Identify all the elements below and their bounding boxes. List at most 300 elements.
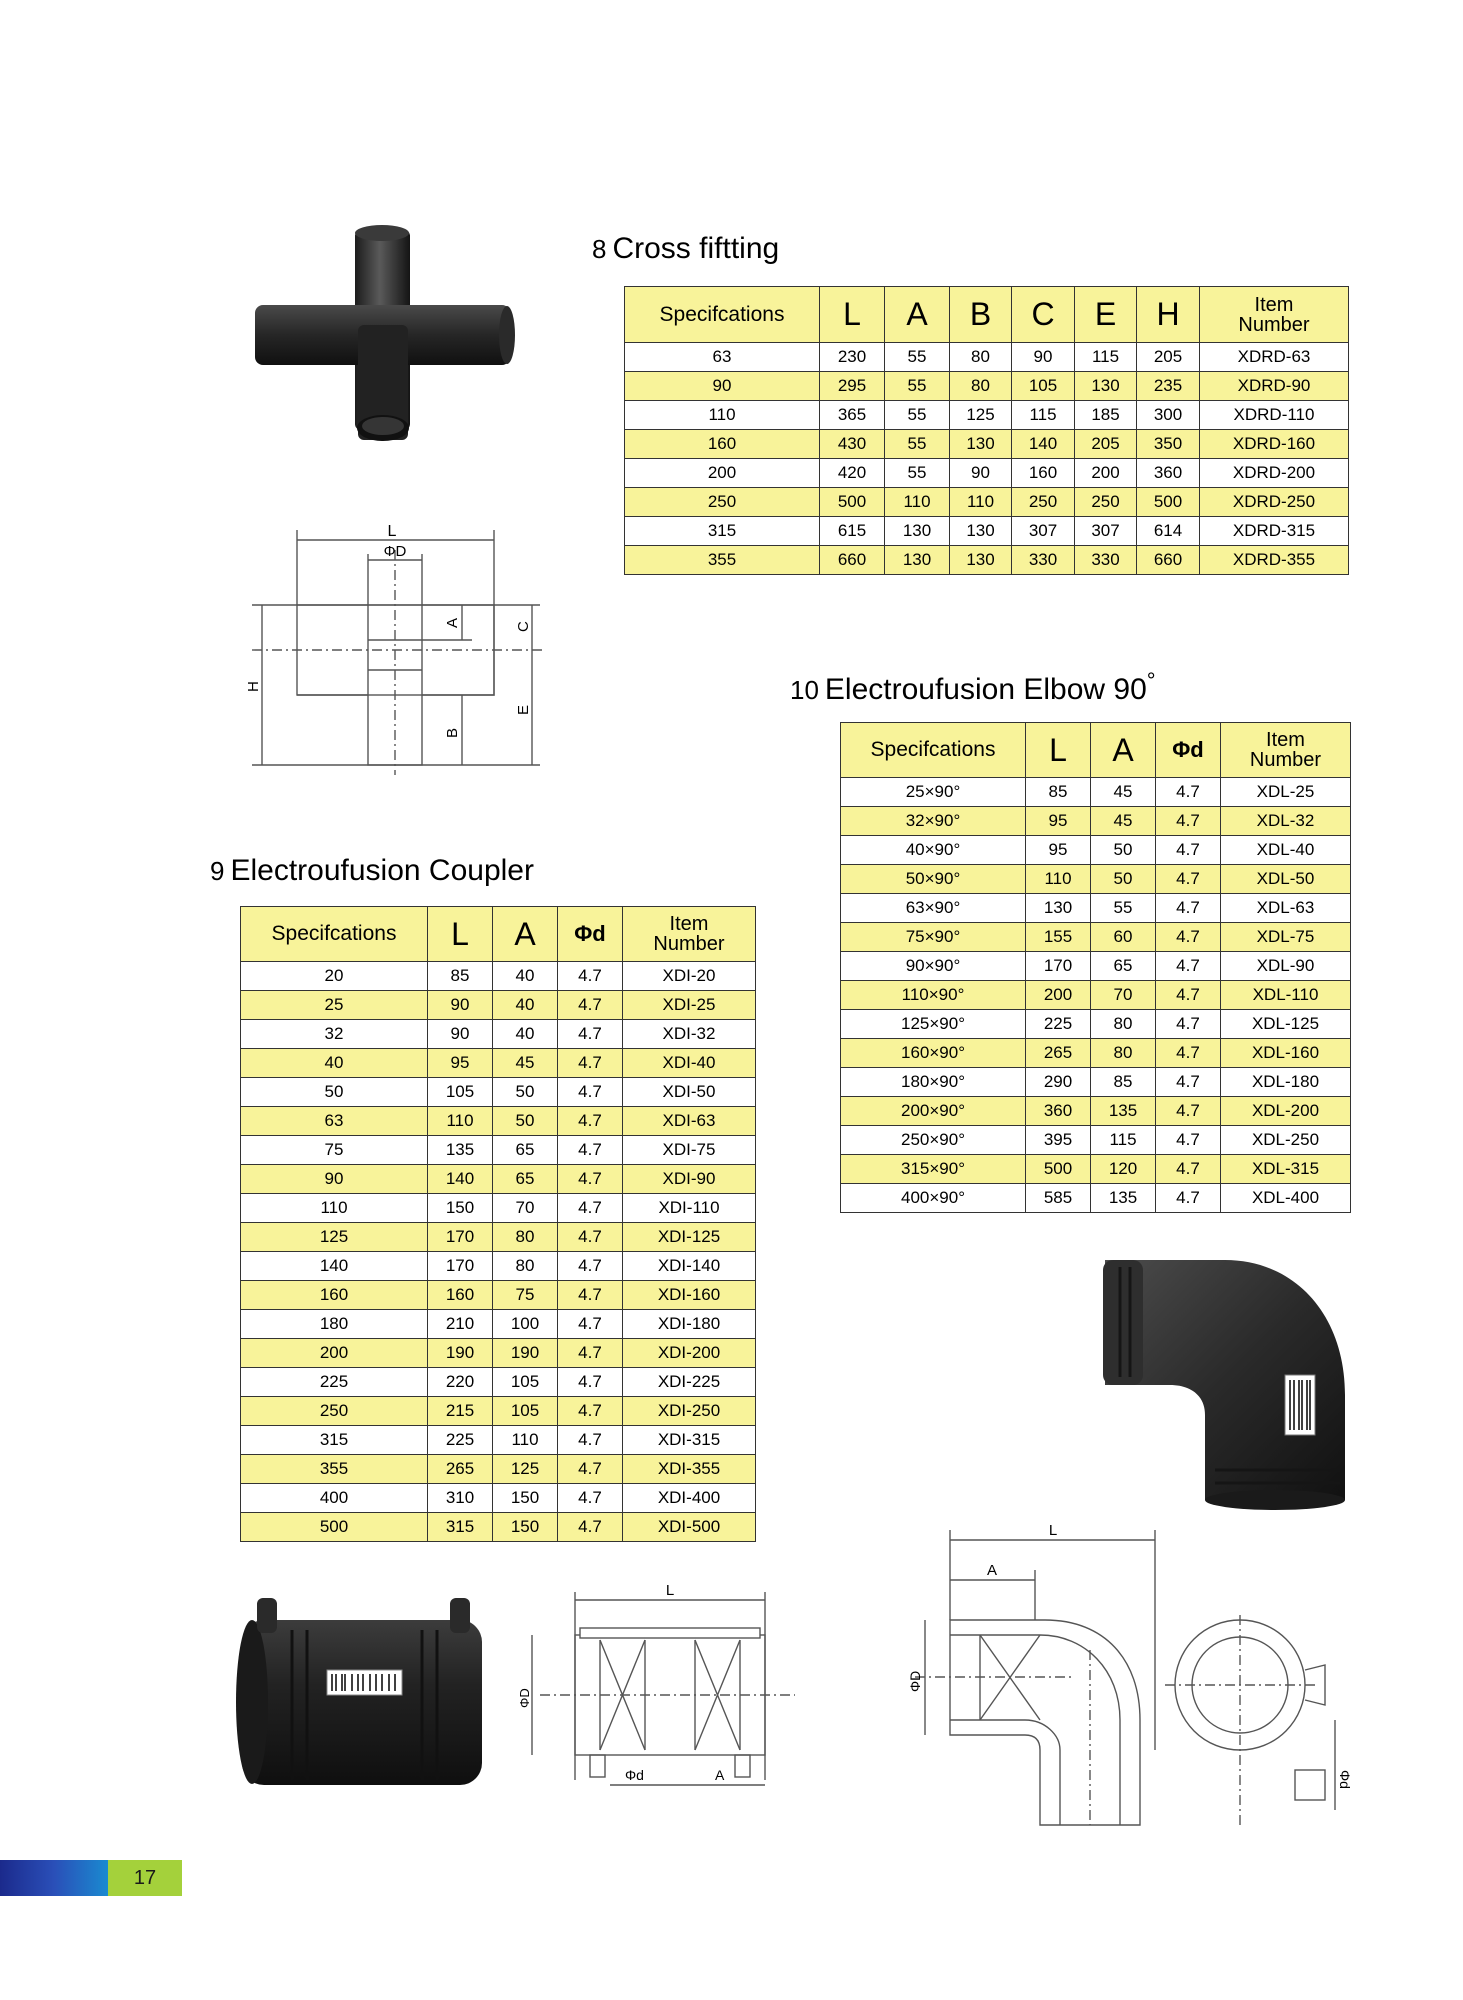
coupler-table-cell: 4.7 <box>558 1107 623 1136</box>
cross-fitting-diagram <box>232 520 552 775</box>
coupler-table-cell: 4.7 <box>558 1252 623 1281</box>
elbow-table-cell: 50×90° <box>841 865 1026 894</box>
coupler-table-cell: 50 <box>493 1107 558 1136</box>
cross-table-cell: XDRD-63 <box>1200 343 1349 372</box>
elbow-section-title <box>790 668 1156 707</box>
elbow-table-cell: 90×90° <box>841 952 1026 981</box>
coupler-section-title <box>210 854 534 888</box>
elbow-table-cell: 250×90° <box>841 1126 1026 1155</box>
cross-table-cell: 307 <box>1012 517 1075 546</box>
coupler-table-cell: 4.7 <box>558 1223 623 1252</box>
elbow-table-row <box>841 807 1351 836</box>
elbow-table-row <box>841 1184 1351 1213</box>
cross-header-spec: Specifcations <box>625 287 820 343</box>
coupler-table-cell: 315 <box>428 1513 493 1542</box>
coupler-table-cell: XDI-250 <box>623 1397 756 1426</box>
cross-table-cell: XDRD-160 <box>1200 430 1349 459</box>
elbow-table-cell: 4.7 <box>1156 1184 1221 1213</box>
elbow-table-cell: 135 <box>1091 1184 1156 1213</box>
coupler-header-item-number: Item Number <box>623 907 756 962</box>
cross-table-cell: 105 <box>1012 372 1075 401</box>
elbow-table-cell: 225 <box>1026 1010 1091 1039</box>
coupler-table-cell: 4.7 <box>558 1426 623 1455</box>
coupler-table-cell: 80 <box>493 1252 558 1281</box>
cross-header-c: C <box>1012 287 1075 343</box>
coupler-table-cell: 4.7 <box>558 1339 623 1368</box>
cross-table-cell: 90 <box>625 372 820 401</box>
elbow-table-row <box>841 1097 1351 1126</box>
coupler-table-cell: 170 <box>428 1223 493 1252</box>
elbow-table-cell: 125×90° <box>841 1010 1026 1039</box>
elbow-table-cell: 75×90° <box>841 923 1026 952</box>
cross-table-row <box>625 488 1349 517</box>
coupler-spec-table <box>240 906 756 1542</box>
coupler-table-cell: 65 <box>493 1165 558 1194</box>
cross-table-cell: XDRD-110 <box>1200 401 1349 430</box>
coupler-table-cell: XDI-20 <box>623 962 756 991</box>
coupler-table-cell: 4.7 <box>558 962 623 991</box>
cross-table-cell: 80 <box>950 372 1012 401</box>
elbow-table-cell: XDL-315 <box>1221 1155 1351 1184</box>
cross-section-number: 8 <box>592 234 607 264</box>
coupler-table-cell: XDI-140 <box>623 1252 756 1281</box>
cross-diagram-label-l: L <box>387 523 397 540</box>
coupler-photo <box>232 1590 502 1790</box>
cross-table-cell: 110 <box>625 401 820 430</box>
coupler-section-name: Electroufusion Coupler <box>230 854 534 887</box>
elbow-table-cell: 110 <box>1026 865 1091 894</box>
coupler-table-row <box>241 1397 756 1426</box>
cross-table-cell: 130 <box>885 517 950 546</box>
elbow-table-cell: 180×90° <box>841 1068 1026 1097</box>
cross-table-cell: 130 <box>1075 372 1137 401</box>
elbow-table-row <box>841 923 1351 952</box>
elbow-table-cell: 290 <box>1026 1068 1091 1097</box>
elbow-table-cell: 60 <box>1091 923 1156 952</box>
coupler-table-cell: 40 <box>241 1049 428 1078</box>
elbow-table-cell: 110×90° <box>841 981 1026 1010</box>
elbow-header-phi-d: Φd <box>1156 723 1221 778</box>
coupler-table-cell: 32 <box>241 1020 428 1049</box>
elbow-table-cell: 45 <box>1091 807 1156 836</box>
coupler-table-cell: 90 <box>428 1020 493 1049</box>
coupler-table-cell: 4.7 <box>558 1020 623 1049</box>
elbow-table-cell: XDL-125 <box>1221 1010 1351 1039</box>
cross-table-cell: 420 <box>820 459 885 488</box>
coupler-table-cell: 90 <box>241 1165 428 1194</box>
coupler-table-cell: 25 <box>241 991 428 1020</box>
elbow-diagram-label-d: ΦD <box>907 1670 923 1692</box>
elbow-table-cell: 4.7 <box>1156 836 1221 865</box>
cross-diagram-label-a: A <box>444 617 461 628</box>
coupler-table-cell: 135 <box>428 1136 493 1165</box>
elbow-table-cell: 45 <box>1091 778 1156 807</box>
coupler-table-cell: 4.7 <box>558 1194 623 1223</box>
elbow-table-row <box>841 952 1351 981</box>
elbow-table-cell: XDL-250 <box>1221 1126 1351 1155</box>
cross-table-cell: 140 <box>1012 430 1075 459</box>
elbow-table-cell: XDL-180 <box>1221 1068 1351 1097</box>
coupler-table-cell: 150 <box>493 1484 558 1513</box>
elbow-table-row <box>841 836 1351 865</box>
cross-table-cell: 115 <box>1075 343 1137 372</box>
coupler-table-cell: 400 <box>241 1484 428 1513</box>
coupler-table-cell: 4.7 <box>558 1368 623 1397</box>
cross-table-cell: 55 <box>885 459 950 488</box>
cross-header-e: E <box>1075 287 1137 343</box>
coupler-table-cell: 63 <box>241 1107 428 1136</box>
elbow-diagram <box>895 1520 1353 1830</box>
cross-diagram-label-c: C <box>515 621 532 632</box>
cross-table-cell: 90 <box>1012 343 1075 372</box>
cross-table-cell: 55 <box>885 372 950 401</box>
cross-table-cell: 355 <box>625 546 820 575</box>
cross-table-cell: 130 <box>950 517 1012 546</box>
coupler-table-cell: 220 <box>428 1368 493 1397</box>
coupler-table-cell: 4.7 <box>558 1484 623 1513</box>
cross-header-b: B <box>950 287 1012 343</box>
elbow-table-cell: 160×90° <box>841 1039 1026 1068</box>
cross-table-cell: XDRD-90 <box>1200 372 1349 401</box>
coupler-table-cell: 210 <box>428 1310 493 1339</box>
coupler-table-cell: XDI-25 <box>623 991 756 1020</box>
coupler-table-row <box>241 1020 756 1049</box>
elbow-table-row <box>841 981 1351 1010</box>
elbow-table-row <box>841 865 1351 894</box>
coupler-table-cell: 160 <box>428 1281 493 1310</box>
elbow-table-cell: 32×90° <box>841 807 1026 836</box>
elbow-table-cell: 4.7 <box>1156 1155 1221 1184</box>
coupler-table-cell: 310 <box>428 1484 493 1513</box>
coupler-header-a: A <box>493 907 558 962</box>
coupler-table-cell: 85 <box>428 962 493 991</box>
cross-table-cell: 660 <box>820 546 885 575</box>
elbow-table-cell: 25×90° <box>841 778 1026 807</box>
coupler-table-cell: XDI-75 <box>623 1136 756 1165</box>
coupler-table-cell: 40 <box>493 962 558 991</box>
cross-table-cell: 500 <box>820 488 885 517</box>
cross-table-cell: 80 <box>950 343 1012 372</box>
coupler-table-row <box>241 962 756 991</box>
cross-table-cell: 160 <box>1012 459 1075 488</box>
coupler-table-cell: 4.7 <box>558 1513 623 1542</box>
cross-table-cell: 200 <box>1075 459 1137 488</box>
cross-diagram-label-d: ΦD <box>383 543 407 560</box>
elbow-table-cell: 265 <box>1026 1039 1091 1068</box>
cross-table-cell: 360 <box>1137 459 1200 488</box>
coupler-table-row <box>241 1252 756 1281</box>
page-number: 17 <box>108 1860 182 1896</box>
coupler-table-cell: XDI-225 <box>623 1368 756 1397</box>
cross-table-cell: 250 <box>1075 488 1137 517</box>
coupler-table-cell: 4.7 <box>558 1281 623 1310</box>
cross-table-row <box>625 459 1349 488</box>
elbow-table-cell: 395 <box>1026 1126 1091 1155</box>
coupler-table-cell: 160 <box>241 1281 428 1310</box>
coupler-table-cell: 215 <box>428 1397 493 1426</box>
coupler-table-row <box>241 1136 756 1165</box>
elbow-table-row <box>841 1126 1351 1155</box>
elbow-table-cell: 4.7 <box>1156 981 1221 1010</box>
coupler-table-row <box>241 1368 756 1397</box>
cross-section-name: Cross fiftting <box>612 232 780 265</box>
coupler-table-cell: 125 <box>493 1455 558 1484</box>
cross-section-title <box>592 232 779 266</box>
elbow-table-cell: XDL-50 <box>1221 865 1351 894</box>
cross-diagram-label-h: H <box>245 681 262 692</box>
elbow-table-cell: 360 <box>1026 1097 1091 1126</box>
elbow-table-cell: 63×90° <box>841 894 1026 923</box>
elbow-table-row <box>841 1010 1351 1039</box>
coupler-table-cell: 150 <box>428 1194 493 1223</box>
elbow-table-cell: 70 <box>1091 981 1156 1010</box>
cross-table-cell: XDRD-315 <box>1200 517 1349 546</box>
coupler-table-cell: 105 <box>493 1397 558 1426</box>
elbow-table-cell: 4.7 <box>1156 807 1221 836</box>
elbow-diagram-label-phi-d: Φd <box>1337 1770 1353 1789</box>
cross-table-cell: XDRD-355 <box>1200 546 1349 575</box>
coupler-table-cell: 200 <box>241 1339 428 1368</box>
coupler-table-cell: 110 <box>241 1194 428 1223</box>
cross-table-cell: 55 <box>885 343 950 372</box>
elbow-table-cell: 95 <box>1026 836 1091 865</box>
cross-table-cell: 330 <box>1075 546 1137 575</box>
cross-table-cell: 130 <box>950 546 1012 575</box>
elbow-diagram-label-a: A <box>986 1562 998 1579</box>
elbow-table-cell: 4.7 <box>1156 865 1221 894</box>
elbow-table-cell: XDL-200 <box>1221 1097 1351 1126</box>
cross-table-cell: 307 <box>1075 517 1137 546</box>
cross-table-row <box>625 517 1349 546</box>
page-color-bar <box>0 1860 108 1896</box>
elbow-table-cell: 130 <box>1026 894 1091 923</box>
cross-table-cell: 250 <box>1012 488 1075 517</box>
cross-table-row <box>625 546 1349 575</box>
cross-table-cell: 115 <box>1012 401 1075 430</box>
coupler-table-row <box>241 1426 756 1455</box>
elbow-header-item-number: Item Number <box>1221 723 1351 778</box>
coupler-section-number: 9 <box>210 856 225 886</box>
coupler-diagram-label-phi-d: Φd <box>625 1767 644 1783</box>
coupler-table-cell: 190 <box>428 1339 493 1368</box>
cross-table-cell: 295 <box>820 372 885 401</box>
elbow-table-cell: XDL-25 <box>1221 778 1351 807</box>
elbow-table-cell: 315×90° <box>841 1155 1026 1184</box>
elbow-section-name: Electroufusion Elbow 90 <box>824 673 1147 706</box>
coupler-table-cell: 315 <box>241 1426 428 1455</box>
coupler-table-cell: 110 <box>493 1426 558 1455</box>
coupler-table-cell: 225 <box>241 1368 428 1397</box>
cross-table-cell: XDRD-250 <box>1200 488 1349 517</box>
coupler-table-cell: XDI-400 <box>623 1484 756 1513</box>
coupler-header-l: L <box>428 907 493 962</box>
coupler-table-cell: XDI-315 <box>623 1426 756 1455</box>
coupler-table-cell: XDI-110 <box>623 1194 756 1223</box>
elbow-table-cell: 40×90° <box>841 836 1026 865</box>
coupler-table-row <box>241 1310 756 1339</box>
elbow-table-cell: XDL-75 <box>1221 923 1351 952</box>
coupler-table-cell: 140 <box>241 1252 428 1281</box>
cross-table-cell: 615 <box>820 517 885 546</box>
elbow-table-cell: 4.7 <box>1156 1126 1221 1155</box>
cross-table-row <box>625 372 1349 401</box>
cross-table-cell: 430 <box>820 430 885 459</box>
elbow-table-cell: 155 <box>1026 923 1091 952</box>
coupler-table-row <box>241 1165 756 1194</box>
cross-table-cell: 160 <box>625 430 820 459</box>
coupler-table-cell: XDI-125 <box>623 1223 756 1252</box>
elbow-table-cell: XDL-63 <box>1221 894 1351 923</box>
elbow-table-cell: 80 <box>1091 1010 1156 1039</box>
cross-diagram-label-e: E <box>515 704 532 715</box>
coupler-table-cell: 4.7 <box>558 1078 623 1107</box>
coupler-table-cell: 50 <box>493 1078 558 1107</box>
coupler-table-cell: XDI-355 <box>623 1455 756 1484</box>
coupler-table-row <box>241 1223 756 1252</box>
coupler-table-cell: 65 <box>493 1136 558 1165</box>
elbow-table-cell: 4.7 <box>1156 1068 1221 1097</box>
coupler-table-cell: 70 <box>493 1194 558 1223</box>
elbow-table-cell: 85 <box>1091 1068 1156 1097</box>
elbow-table-cell: XDL-400 <box>1221 1184 1351 1213</box>
coupler-table-cell: XDI-90 <box>623 1165 756 1194</box>
cross-table-cell: 330 <box>1012 546 1075 575</box>
coupler-table-cell: 180 <box>241 1310 428 1339</box>
elbow-table-cell: 4.7 <box>1156 1097 1221 1126</box>
cross-table-cell: 235 <box>1137 372 1200 401</box>
cross-table-cell: 55 <box>885 430 950 459</box>
elbow-table-cell: 4.7 <box>1156 923 1221 952</box>
coupler-table-cell: XDI-32 <box>623 1020 756 1049</box>
elbow-table-cell: 200×90° <box>841 1097 1026 1126</box>
elbow-table-cell: 115 <box>1091 1126 1156 1155</box>
coupler-table-cell: 170 <box>428 1252 493 1281</box>
coupler-table-row <box>241 1455 756 1484</box>
coupler-diagram-label-d: ΦD <box>517 1688 532 1708</box>
coupler-table-row <box>241 1513 756 1542</box>
coupler-table-cell: 4.7 <box>558 1310 623 1339</box>
coupler-table-row <box>241 1194 756 1223</box>
coupler-table-cell: 265 <box>428 1455 493 1484</box>
coupler-table-row <box>241 1107 756 1136</box>
coupler-table-cell: 105 <box>428 1078 493 1107</box>
cross-table-cell: 365 <box>820 401 885 430</box>
coupler-table-cell: 4.7 <box>558 991 623 1020</box>
elbow-table-cell: 170 <box>1026 952 1091 981</box>
elbow-table-row <box>841 894 1351 923</box>
cross-table-cell: 185 <box>1075 401 1137 430</box>
cross-table-cell: 205 <box>1075 430 1137 459</box>
cross-table-cell: 205 <box>1137 343 1200 372</box>
cross-header-item-number: Item Number <box>1200 287 1349 343</box>
elbow-table-cell: 4.7 <box>1156 1039 1221 1068</box>
coupler-table-cell: XDI-63 <box>623 1107 756 1136</box>
elbow-table-cell: 4.7 <box>1156 952 1221 981</box>
coupler-table-row <box>241 1339 756 1368</box>
coupler-table-row <box>241 1484 756 1513</box>
coupler-table-cell: 500 <box>241 1513 428 1542</box>
coupler-table-cell: 40 <box>493 991 558 1020</box>
cross-table-cell: 90 <box>950 459 1012 488</box>
elbow-table-cell: 50 <box>1091 865 1156 894</box>
elbow-header-spec: Specifcations <box>841 723 1026 778</box>
cross-header-a: A <box>885 287 950 343</box>
cross-table-cell: XDRD-200 <box>1200 459 1349 488</box>
cross-table-cell: 230 <box>820 343 885 372</box>
coupler-table-cell: 150 <box>493 1513 558 1542</box>
coupler-table-cell: 250 <box>241 1397 428 1426</box>
coupler-table-cell: 40 <box>493 1020 558 1049</box>
coupler-table-cell: XDI-50 <box>623 1078 756 1107</box>
elbow-table-row <box>841 1155 1351 1184</box>
elbow-table-row <box>841 1039 1351 1068</box>
cross-table-cell: 350 <box>1137 430 1200 459</box>
elbow-table-cell: XDL-90 <box>1221 952 1351 981</box>
elbow-header-a: A <box>1091 723 1156 778</box>
elbow-table-cell: 80 <box>1091 1039 1156 1068</box>
coupler-table-cell: 4.7 <box>558 1397 623 1426</box>
elbow-table-cell: 95 <box>1026 807 1091 836</box>
elbow-table-row <box>841 1068 1351 1097</box>
coupler-diagram-label-l: L <box>665 1582 675 1599</box>
elbow-table-cell: 85 <box>1026 778 1091 807</box>
elbow-section-number: 10 <box>790 675 819 705</box>
cross-fitting-photo <box>250 225 520 450</box>
cross-table-cell: 660 <box>1137 546 1200 575</box>
coupler-table-cell: 225 <box>428 1426 493 1455</box>
cross-diagram-label-b: B <box>444 727 461 738</box>
elbow-table-cell: 55 <box>1091 894 1156 923</box>
coupler-table-cell: 50 <box>241 1078 428 1107</box>
elbow-spec-table <box>840 722 1351 1213</box>
elbow-degree-mark: ° <box>1146 668 1156 693</box>
cross-table-cell: 130 <box>950 430 1012 459</box>
cross-table-cell: 500 <box>1137 488 1200 517</box>
cross-table-cell: 315 <box>625 517 820 546</box>
elbow-table-cell: 4.7 <box>1156 1010 1221 1039</box>
coupler-header-spec: Specifcations <box>241 907 428 962</box>
coupler-diagram-label-a: A <box>715 1767 725 1783</box>
coupler-table-cell: 355 <box>241 1455 428 1484</box>
coupler-table-cell: 90 <box>428 991 493 1020</box>
cross-table-cell: 200 <box>625 459 820 488</box>
elbow-table-cell: 4.7 <box>1156 894 1221 923</box>
coupler-diagram <box>517 1580 800 1805</box>
elbow-table-cell: XDL-40 <box>1221 836 1351 865</box>
coupler-table-cell: XDI-200 <box>623 1339 756 1368</box>
coupler-table-cell: 95 <box>428 1049 493 1078</box>
elbow-table-cell: XDL-32 <box>1221 807 1351 836</box>
coupler-table-cell: 45 <box>493 1049 558 1078</box>
coupler-table-cell: 140 <box>428 1165 493 1194</box>
cross-header-l: L <box>820 287 885 343</box>
coupler-table-row <box>241 1281 756 1310</box>
cross-header-h: H <box>1137 287 1200 343</box>
elbow-table-cell: 65 <box>1091 952 1156 981</box>
coupler-table-row <box>241 1049 756 1078</box>
coupler-table-cell: XDI-500 <box>623 1513 756 1542</box>
elbow-header-l: L <box>1026 723 1091 778</box>
coupler-table-cell: 75 <box>493 1281 558 1310</box>
elbow-photo <box>1095 1255 1355 1515</box>
coupler-table-row <box>241 991 756 1020</box>
coupler-table-cell: 110 <box>428 1107 493 1136</box>
elbow-table-cell: 50 <box>1091 836 1156 865</box>
elbow-table-row <box>841 778 1351 807</box>
coupler-table-cell: 20 <box>241 962 428 991</box>
cross-table-cell: 110 <box>885 488 950 517</box>
coupler-table-cell: 105 <box>493 1368 558 1397</box>
